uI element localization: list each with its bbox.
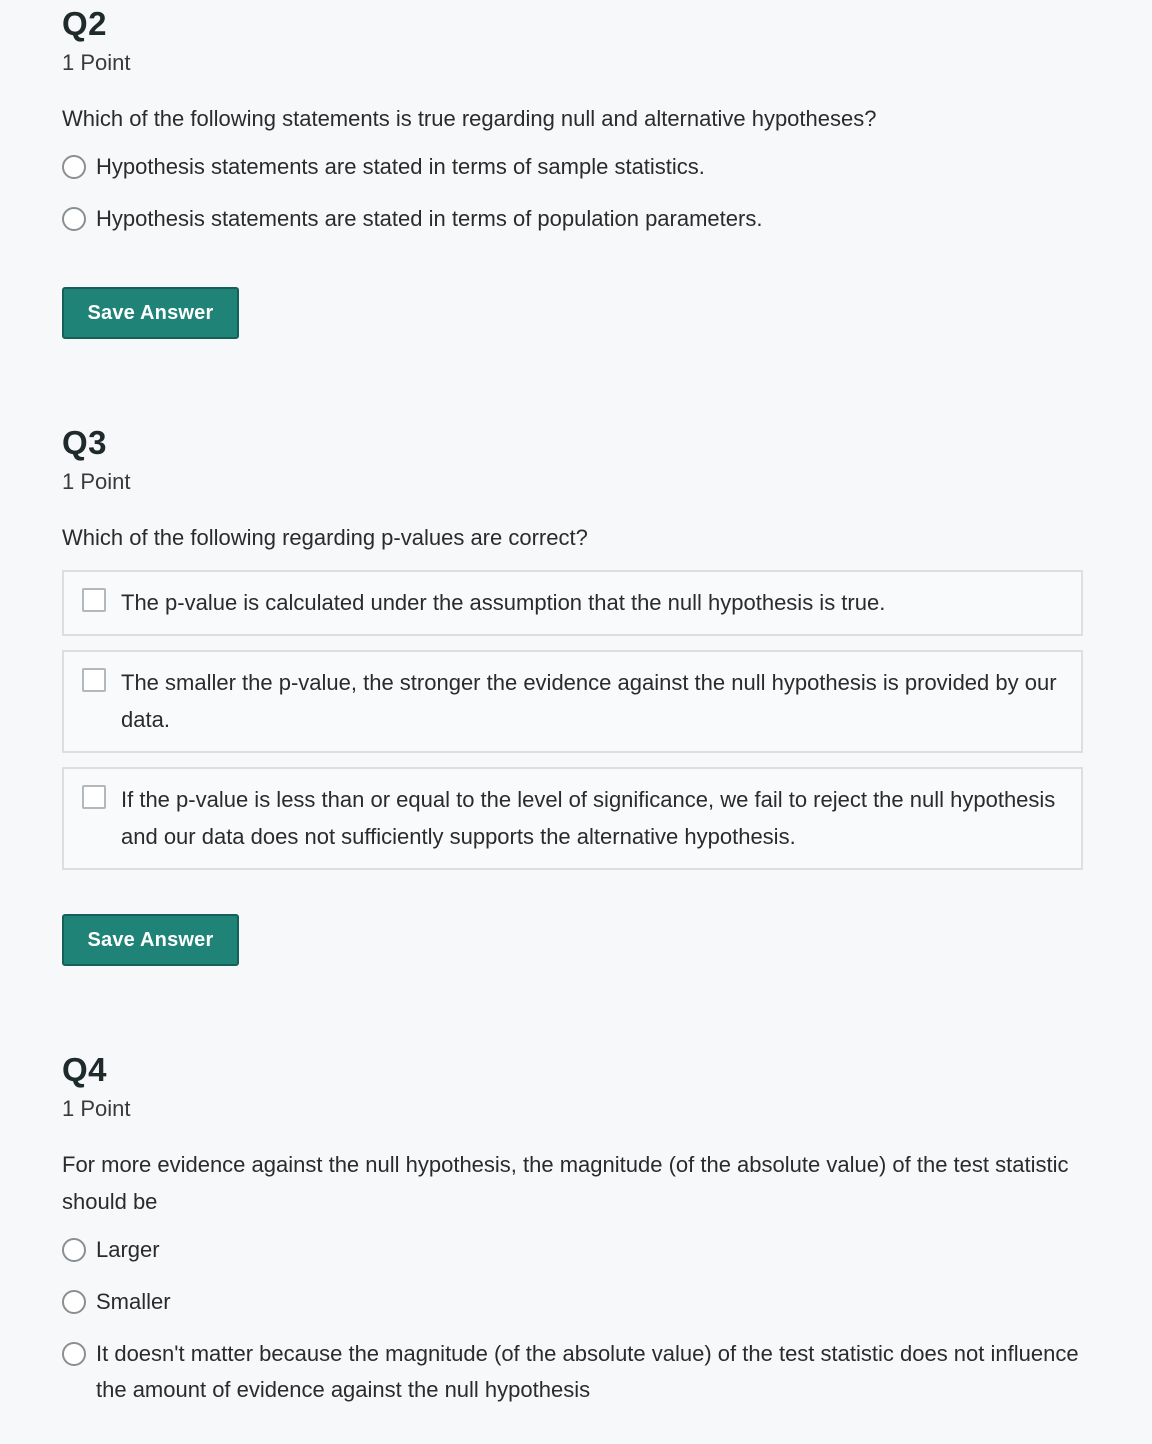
question-title: Q3 bbox=[62, 424, 108, 461]
radio-option-label: Hypothesis statements are stated in terms of sample statistics. bbox=[96, 154, 705, 179]
checkbox-option[interactable] bbox=[62, 767, 1083, 870]
radio-option[interactable] bbox=[62, 1284, 1083, 1320]
radio-option-label: Smaller bbox=[96, 1289, 171, 1314]
radio-option[interactable] bbox=[62, 149, 1083, 185]
question-title: Q2 bbox=[62, 5, 108, 42]
save-answer-button-q3[interactable]: Save Answer bbox=[62, 914, 239, 966]
checkbox[interactable] bbox=[82, 668, 106, 692]
question-points: 1 Point bbox=[62, 469, 131, 494]
checkbox-option[interactable] bbox=[62, 570, 1083, 636]
question-prompt: Which of the following regarding p-values are correct? bbox=[62, 525, 588, 550]
save-answer-button-q2[interactable]: Save Answer bbox=[62, 287, 239, 339]
radio-option-label: Larger bbox=[96, 1237, 160, 1262]
question-points: 1 Point bbox=[62, 50, 131, 75]
radio-button[interactable] bbox=[62, 155, 86, 179]
radio-option-list bbox=[62, 1232, 1083, 1408]
checkbox-option[interactable] bbox=[62, 650, 1083, 753]
radio-button[interactable] bbox=[62, 1290, 86, 1314]
question-q2 bbox=[62, 0, 1083, 237]
checkbox-option-label: The smaller the p-value, the stronger the evidence against the null hypothesis is provided by our data. bbox=[121, 670, 1057, 732]
radio-option-label: Hypothesis statements are stated in terms of population parameters. bbox=[96, 206, 763, 231]
question-title: Q4 bbox=[62, 1051, 108, 1088]
checkbox-option-label: If the p-value is less than or equal to the level of significance, we fail to reject the null hypothesis and our data does not sufficiently supports the alternative hypothesis. bbox=[121, 787, 1056, 849]
question-points: 1 Point bbox=[62, 1096, 131, 1121]
radio-option[interactable] bbox=[62, 201, 1083, 237]
question-q4 bbox=[62, 1046, 1083, 1408]
checkbox[interactable] bbox=[82, 588, 106, 612]
question-q3 bbox=[62, 419, 1083, 870]
question-prompt: For more evidence against the null hypothesis, the magnitude (of the absolute value) of the test statistic should be bbox=[62, 1152, 1069, 1214]
question-prompt: Which of the following statements is true regarding null and alternative hypotheses? bbox=[62, 106, 877, 131]
radio-option-label: It doesn't matter because the magnitude (of the absolute value) of the test statistic does not influence the amount of evidence against the null hypothesis bbox=[96, 1341, 1079, 1402]
checkbox-option-label: The p-value is calculated under the assumption that the null hypothesis is true. bbox=[121, 590, 886, 615]
radio-button[interactable] bbox=[62, 1342, 86, 1366]
checkbox-option-list bbox=[62, 570, 1083, 870]
radio-option[interactable] bbox=[62, 1336, 1083, 1408]
radio-option-list bbox=[62, 149, 1083, 237]
radio-button[interactable] bbox=[62, 1238, 86, 1262]
checkbox[interactable] bbox=[82, 785, 106, 809]
radio-button[interactable] bbox=[62, 207, 86, 231]
radio-option[interactable] bbox=[62, 1232, 1083, 1268]
